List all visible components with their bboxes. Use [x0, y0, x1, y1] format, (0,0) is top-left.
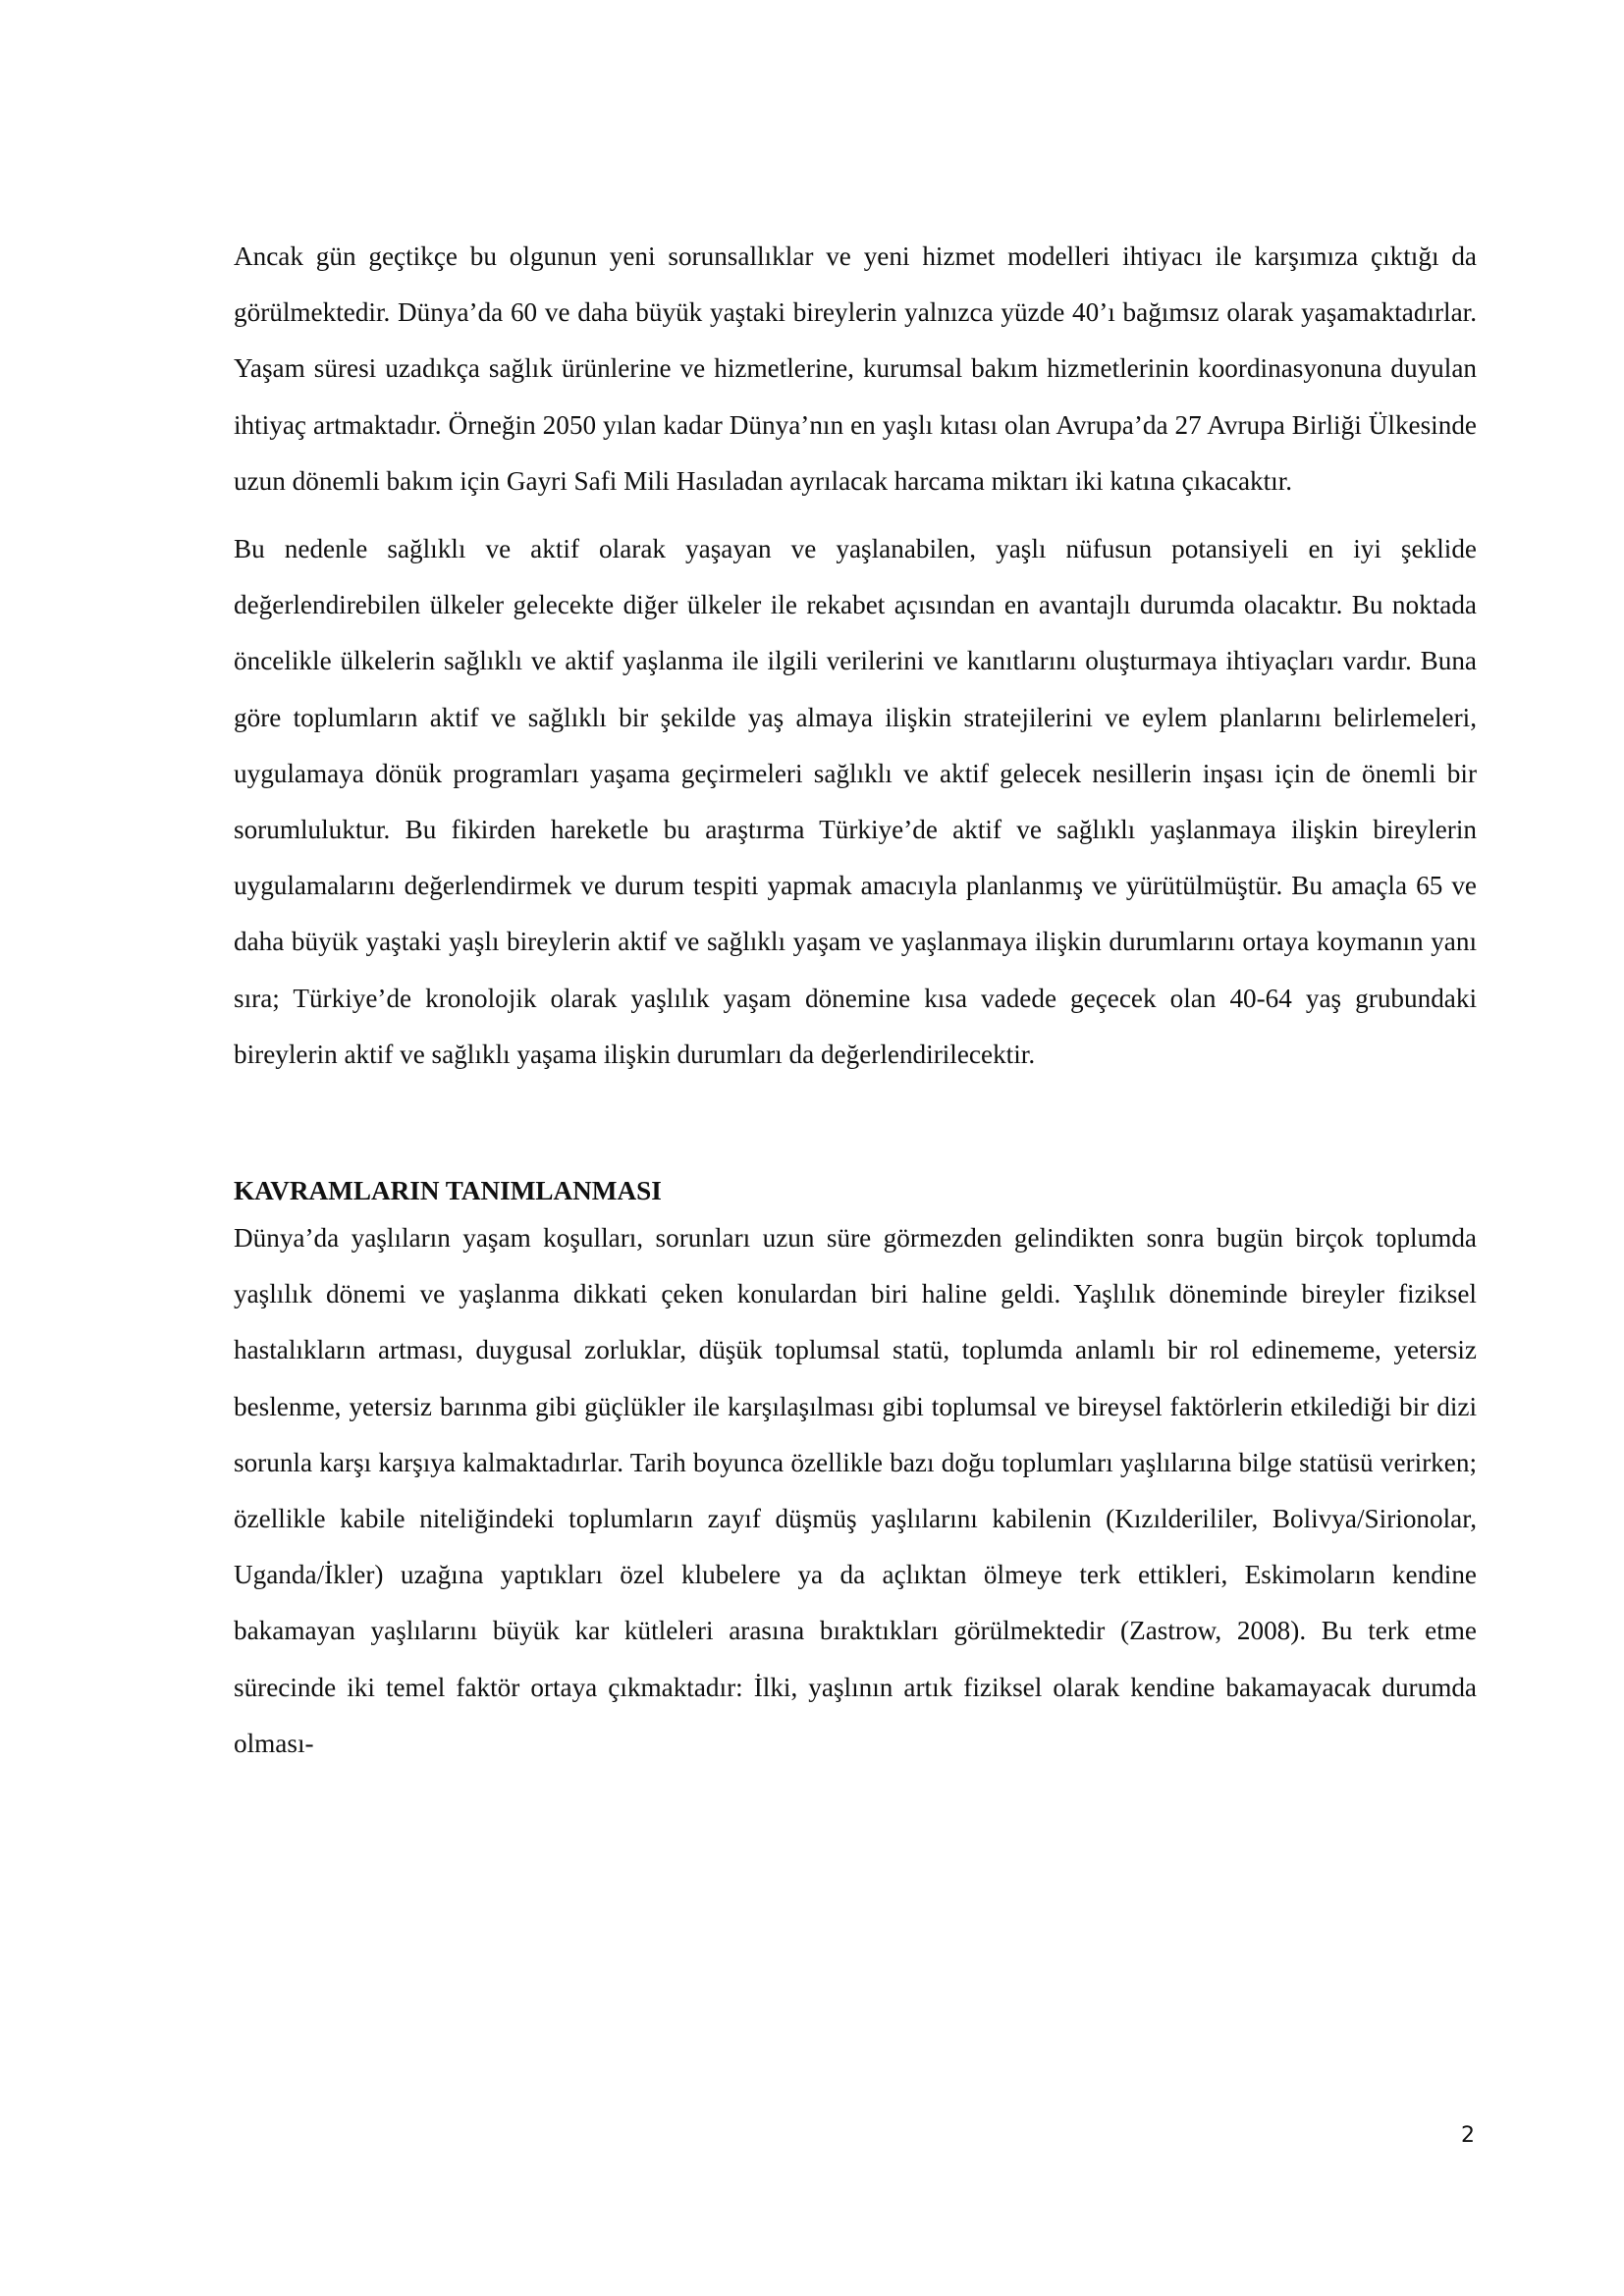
body-paragraph-2: Bu nedenle sağlıklı ve aktif olarak yaşayan ve yaşlanabilen, yaşlı nüfusun potansiyeli en iyi şeklide değerlendirebilen ülkeler gelecekte diğer ülkeler ile rekabet açısından en avantajlı durumda olacaktır. Bu noktada öncelikle ülkelerin sağlıklı ve aktif yaşlanma ile ilgili verilerini ve kanıtlarını oluşturmaya ihtiyaçları vardır. Buna göre toplumların aktif ve sağlıklı bir şekilde yaş almaya ilişkin stratejilerini ve eylem planlarını belirlemeleri, uygulamaya dönük programları yaşama geçirmeleri sağlıklı ve aktif gelecek nesillerin inşası için de önemli bir sorumluluktur. Bu fikirden hareketle bu araştırma Türkiye’de aktif ve sağlıklı yaşlanmaya ilişkin bireylerin uygulamalarını değerlendirmek ve durum tespiti yapmak amacıyla planlanmış ve yürütülmüştür. Bu amaçla 65 ve daha büyük yaştaki yaşlı bireylerin aktif ve sağlıklı yaşam ve yaşlanmaya ilişkin durumlarını ortaya koymanın yanı sıra; Türkiye’de kronolojik olarak yaşlılık yaşam dönemine kısa vadede geçecek olan 40-64 yaş grubundaki bireylerin aktif ve sağlıklı yaşama ilişkin durumları da değerlendirilecektir.	[234, 534, 1477, 1069]
body-paragraph-1: Ancak gün geçtikçe bu olgunun yeni sorunsallıklar ve yeni hizmet modelleri ihtiyacı ile karşımıza çıktığı da görülmektedir. Dünya’da 60 ve daha büyük yaştaki bireylerin yalnızca yüzde 40’ı bağımsız olarak yaşamaktadırlar. Yaşam süresi uzadıkça sağlık ürünlerine ve hizmetlerine, kurumsal bakım hizmetlerinin koordinasyonuna duyulan ihtiyaç artmaktadır. Örneğin 2050 yılan kadar Dünya’nın en yaşlı kıtası olan Avrupa’da 27 Avrupa Birliği Ülkesinde uzun dönemli bakım için Gayri Safi Mili Hasıladan ayrılacak harcama miktarı iki katına çıkacaktır.	[234, 241, 1477, 496]
section-paragraph: Dünya’da yaşlıların yaşam koşulları, sorunları uzun süre görmezden gelindikten sonra bugün birçok toplumda yaşlılık dönemi ve yaşlanma dikkati çeken konulardan biri haline geldi. Yaşlılık döneminde bireyler fiziksel hastalıkların artması, duygusal zorluklar, düşük toplumsal statü, toplumda anlamlı bir rol edinememe, yetersiz beslenme, yetersiz barınma gibi güçlükler ile karşılaşılması gibi toplumsal ve bireysel faktörlerin etkilediği bir dizi sorunla karşı karşıya kalmaktadırlar. Tarih boyunca özellikle bazı doğu toplumları yaşlılarına bilge statüsü verirken; özellikle kabile niteliğindeki toplumların zayıf düşmüş yaşlılarını kabilenin (Kızılderililer, Bolivya/Sirionolar, Uganda/İkler) uzağına yaptıkları özel klubelere ya da açlıktan ölmeye terk ettikleri, Eskimoların kendine bakamayan yaşlılarını büyük kar kütleleri arasına bıraktıkları görülmektedir (Zastrow, 2008). Bu terk etme sürecinde iki temel faktör ortaya çıkmaktadır: İlki, yaşlının artık fiziksel olarak kendine bakamayacak durumda olması-	[234, 1223, 1477, 1758]
document-page	[234, 229, 1477, 1772]
page-number: 2	[1461, 2123, 1475, 2148]
section-heading: KAVRAMLARIN TANIMLANMASI	[234, 1176, 662, 1206]
